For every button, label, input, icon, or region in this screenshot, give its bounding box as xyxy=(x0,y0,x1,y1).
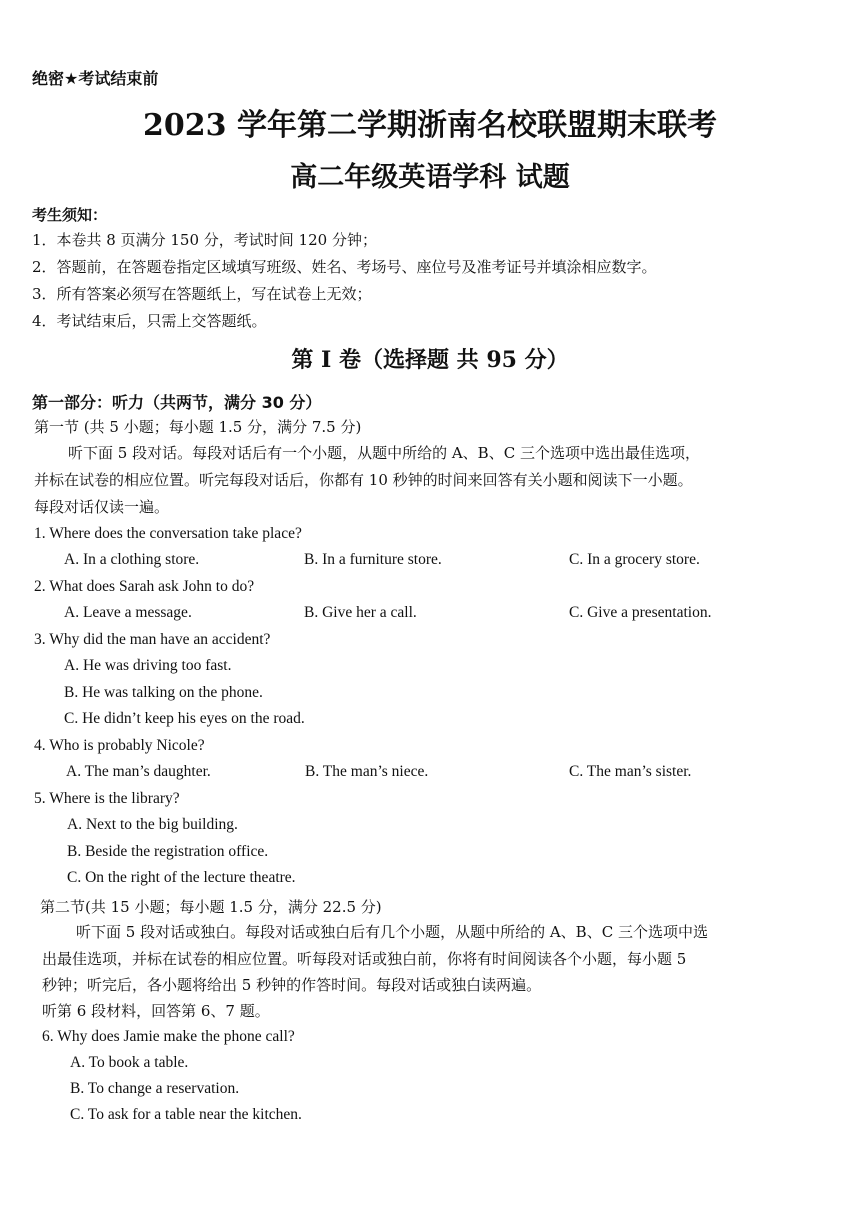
section1-heading: 第一节 (共 5 小题；每小题 1.5 分，满分 7.5 分) xyxy=(34,418,362,436)
answer-option: A. Leave a message. xyxy=(64,604,192,621)
section2-heading: 第二节(共 15 小题；每小题 1.5 分，满分 22.5 分) xyxy=(40,898,382,916)
notice-item: 1．本卷共 8 页满分 150 分，考试时间 120 分钟； xyxy=(32,231,377,249)
question-stem: 1. Where does the conversation take place? xyxy=(34,525,302,542)
part1-title: 第一部分：听力（共两节，满分 30 分） xyxy=(32,393,322,412)
answer-option: B. Give her a call. xyxy=(304,604,417,621)
section1-instruction-line: 每段对话仅读一遍。 xyxy=(34,498,170,516)
confidential-mark: 绝密★考试结束前 xyxy=(32,69,159,88)
answer-option: A. To book a table. xyxy=(70,1054,189,1071)
answer-option: B. He was talking on the phone. xyxy=(64,684,263,701)
volume-title: 第 I 卷（选择题 共 95 分） xyxy=(291,347,569,373)
answer-option: A. The man’s daughter. xyxy=(66,763,211,780)
answer-option: A. In a clothing store. xyxy=(64,551,200,568)
section2-instruction-line: 出最佳选项，并标在试卷的相应位置。听每段对话或独白前，你将有时间阅读各个小题，每小题 5 xyxy=(42,950,687,968)
exam-title: 2023 学年第二学期浙南名校联盟期末联考 xyxy=(143,108,717,143)
notice-item: 4．考试结束后，只需上交答题纸。 xyxy=(32,312,267,330)
answer-option: B. In a furniture store. xyxy=(304,551,442,568)
question-stem: 4. Who is probably Nicole? xyxy=(34,737,205,754)
section1-instruction-line: 听下面 5 段对话。每段对话后有一个小题，从题中所给的 A、B、C 三个选项中选出最佳选项， xyxy=(68,444,700,462)
answer-option: B. The man’s niece. xyxy=(305,763,429,780)
answer-option: C. On the right of the lecture theatre. xyxy=(67,869,296,886)
section2-instruction-line: 秒钟；听完后，各小题将给出 5 秒钟的作答时间。每段对话或独白读两遍。 xyxy=(42,976,542,994)
answer-option: A. He was driving too fast. xyxy=(64,657,232,674)
question-stem: 2. What does Sarah ask John to do? xyxy=(34,578,255,595)
notice-heading: 考生须知： xyxy=(32,206,108,224)
answer-option: C. Give a presentation. xyxy=(569,604,712,621)
section1-instruction-line: 并标在试卷的相应位置。听完每段对话后，你都有 10 秒钟的时间来回答有关小题和阅读下一小题。 xyxy=(34,471,693,489)
exam-subtitle: 高二年级英语学科 试题 xyxy=(290,162,570,193)
answer-option: C. He didn’t keep his eyes on the road. xyxy=(64,710,305,727)
question-stem: 5. Where is the library? xyxy=(34,790,180,807)
answer-option: C. The man’s sister. xyxy=(569,763,692,780)
notice-item: 3．所有答案必须写在答题纸上，写在试卷上无效； xyxy=(32,285,372,303)
answer-option: B. To change a reservation. xyxy=(70,1080,240,1097)
question-stem: 6. Why does Jamie make the phone call? xyxy=(42,1028,295,1045)
answer-option: C. To ask for a table near the kitchen. xyxy=(70,1106,302,1123)
material-instruction: 听第 6 段材料，回答第 6、7 题。 xyxy=(42,1002,270,1020)
answer-option: A. Next to the big building. xyxy=(67,816,238,833)
answer-option: C. In a grocery store. xyxy=(569,551,700,568)
answer-option: B. Beside the registration office. xyxy=(67,843,269,860)
notice-item: 2．答题前，在答题卷指定区域填写班级、姓名、考场号、座位号及准考证号并填涂相应数字。 xyxy=(32,258,657,276)
question-stem: 3. Why did the man have an accident? xyxy=(34,631,271,648)
section2-instruction-line: 听下面 5 段对话或独白。每段对话或独白后有几个小题，从题中所给的 A、B、C 三个选项中选 xyxy=(76,923,708,941)
